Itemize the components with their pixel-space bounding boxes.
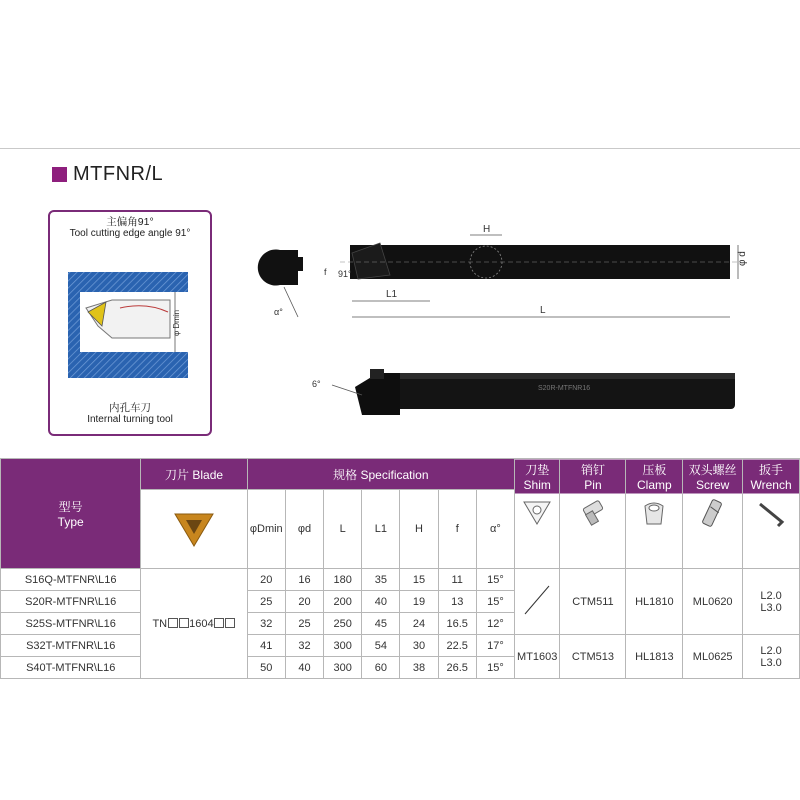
- clamp-cell: HL1813: [626, 635, 683, 679]
- engrave-text: S20R-MTFNR16: [538, 385, 591, 392]
- blade-image-cell: [141, 490, 247, 569]
- shim-cell: MT1603: [515, 635, 560, 679]
- h-label: H: [483, 224, 491, 235]
- table-row: [1, 569, 800, 591]
- spec-col-header-2: L: [324, 490, 362, 569]
- spec-cell: 24: [400, 613, 438, 635]
- end-view-tip: [295, 257, 303, 271]
- spec-cell: 22.5: [438, 635, 476, 657]
- spec-cell: 30: [400, 635, 438, 657]
- spec-cell: 60: [362, 657, 400, 679]
- tool-drawing: [240, 205, 800, 445]
- pin-cell: CTM513: [560, 635, 626, 679]
- spec-cell: 38: [400, 657, 438, 679]
- spec-col-header-0: φDmin: [247, 490, 285, 569]
- spec-col-header-4: H: [400, 490, 438, 569]
- spec-cell: 19: [400, 591, 438, 613]
- top-divider: [0, 148, 800, 149]
- screw-cell: ML0620: [683, 569, 743, 635]
- six-deg-label: 6°: [312, 379, 321, 389]
- spec-cell: 17°: [476, 635, 514, 657]
- table-row: [1, 635, 800, 657]
- inset-bottom-en: Internal turning tool: [87, 414, 173, 425]
- triangle-insert-icon: [172, 508, 216, 548]
- wrench-header: [743, 459, 800, 569]
- hex-wrench-icon: [754, 498, 788, 528]
- spec-cell: 35: [362, 569, 400, 591]
- dim-label: φ Dmin: [172, 309, 181, 336]
- inset-top-cn: 主偏角91°: [106, 216, 154, 228]
- shank-highlight: [380, 373, 735, 379]
- shim-header-en: Shim: [523, 478, 551, 492]
- type-cell: S32T-MTFNR\L16: [1, 635, 141, 657]
- spec-cell: 25: [285, 613, 323, 635]
- spec-cell: 20: [247, 569, 285, 591]
- spec-cell: 180: [324, 569, 362, 591]
- blade-header: 刀片 Blade: [141, 459, 247, 490]
- end-view-profile: [258, 250, 298, 286]
- cutting-angle-inset: [48, 210, 212, 436]
- spec-col-header-3: L1: [362, 490, 400, 569]
- clamp-header-cn: 压板: [642, 463, 667, 477]
- spec-cell: 26.5: [438, 657, 476, 679]
- spec-cell: 50: [247, 657, 285, 679]
- shim-cell: [515, 569, 560, 635]
- spec-cell: 32: [285, 635, 323, 657]
- type-header-en: Type: [57, 515, 84, 529]
- screw-icon: [696, 498, 730, 528]
- spec-col-header-6: α°: [476, 490, 514, 569]
- screw-cell: ML0625: [683, 635, 743, 679]
- spec-table: [0, 458, 800, 679]
- pin-icon: [576, 498, 610, 528]
- screw-header-cn: 双头螺丝: [688, 463, 737, 477]
- l1-label: L1: [386, 289, 398, 300]
- screw-header-en: Screw: [696, 478, 730, 492]
- spec-cell: 15°: [476, 657, 514, 679]
- type-cell: S16Q-MTFNR\L16: [1, 569, 141, 591]
- shim-header: [515, 459, 560, 569]
- l-label: L: [540, 305, 546, 316]
- title-marker: [52, 167, 67, 182]
- clamp-header: [626, 459, 683, 569]
- wrench-cell: L2.0 L3.0: [743, 635, 800, 679]
- wrench-header-cn: 扳手: [759, 463, 784, 477]
- inset-bottom-cn: 内孔车刀: [109, 402, 151, 414]
- product-title: [52, 163, 163, 186]
- pin-header: [560, 459, 626, 569]
- pin-header-cn: 销钉: [580, 463, 605, 477]
- spec-cell: 15: [400, 569, 438, 591]
- spec-cell: 15°: [476, 591, 514, 613]
- spec-cell: 45: [362, 613, 400, 635]
- pin-cell: CTM511: [560, 569, 626, 635]
- spec-cell: 300: [324, 635, 362, 657]
- type-cell: S25S-MTFNR\L16: [1, 613, 141, 635]
- spec-cell: 16: [285, 569, 323, 591]
- alpha-line: [284, 287, 298, 317]
- type-header: [1, 459, 141, 569]
- spec-cell: 11: [438, 569, 476, 591]
- blade-code-cell: [141, 569, 247, 679]
- spec-cell: 40: [285, 657, 323, 679]
- spec-cell: 12°: [476, 613, 514, 635]
- blade-code-prefix: TN: [152, 617, 168, 630]
- spec-cell: 54: [362, 635, 400, 657]
- spec-cell: 250: [324, 613, 362, 635]
- spec-col-header-1: φd: [285, 490, 323, 569]
- wrench-cell: L2.0 L3.0: [743, 569, 800, 635]
- type-cell: S40T-MTFNR\L16: [1, 657, 141, 679]
- spec-cell: 200: [324, 591, 362, 613]
- wrench-header-en: Wrench: [750, 478, 792, 492]
- pin-header-en: Pin: [584, 478, 602, 492]
- spec-cell: 20: [285, 591, 323, 613]
- type-header-cn: 型号: [58, 500, 83, 514]
- spec-cell: 32: [247, 613, 285, 635]
- clamp-icon: [637, 498, 671, 528]
- spec-col-header-5: f: [438, 490, 476, 569]
- blade-code-mid: 1604: [189, 617, 214, 630]
- spec-cell: 13: [438, 591, 476, 613]
- f-label: f: [324, 267, 327, 277]
- shim-icon: [520, 498, 554, 528]
- alpha-label: α°: [274, 307, 283, 317]
- screw-header: [683, 459, 743, 569]
- angle91-label: 91°: [338, 269, 352, 279]
- type-cell: S20R-MTFNR\L16: [1, 591, 141, 613]
- spec-cell: 25: [247, 591, 285, 613]
- spec-cell: 15°: [476, 569, 514, 591]
- head-photo: [355, 373, 400, 415]
- spec-cell: 300: [324, 657, 362, 679]
- clamp-header-en: Clamp: [637, 478, 672, 492]
- spec-cell: 41: [247, 635, 285, 657]
- spec-cell: 16.5: [438, 613, 476, 635]
- spec-header: 规格 Specification: [247, 459, 514, 490]
- shim-header-cn: 刀垫: [525, 463, 550, 477]
- no-shim-slash-icon: [517, 580, 557, 620]
- bore-diagram: [50, 242, 210, 402]
- clamp-photo: [370, 369, 384, 379]
- phi-d-label: φ d: [737, 251, 748, 266]
- clamp-cell: HL1810: [626, 569, 683, 635]
- title-text: MTFNR/L: [73, 163, 164, 185]
- spec-cell: 40: [362, 591, 400, 613]
- inset-top-en: Tool cutting edge angle 91°: [69, 228, 191, 239]
